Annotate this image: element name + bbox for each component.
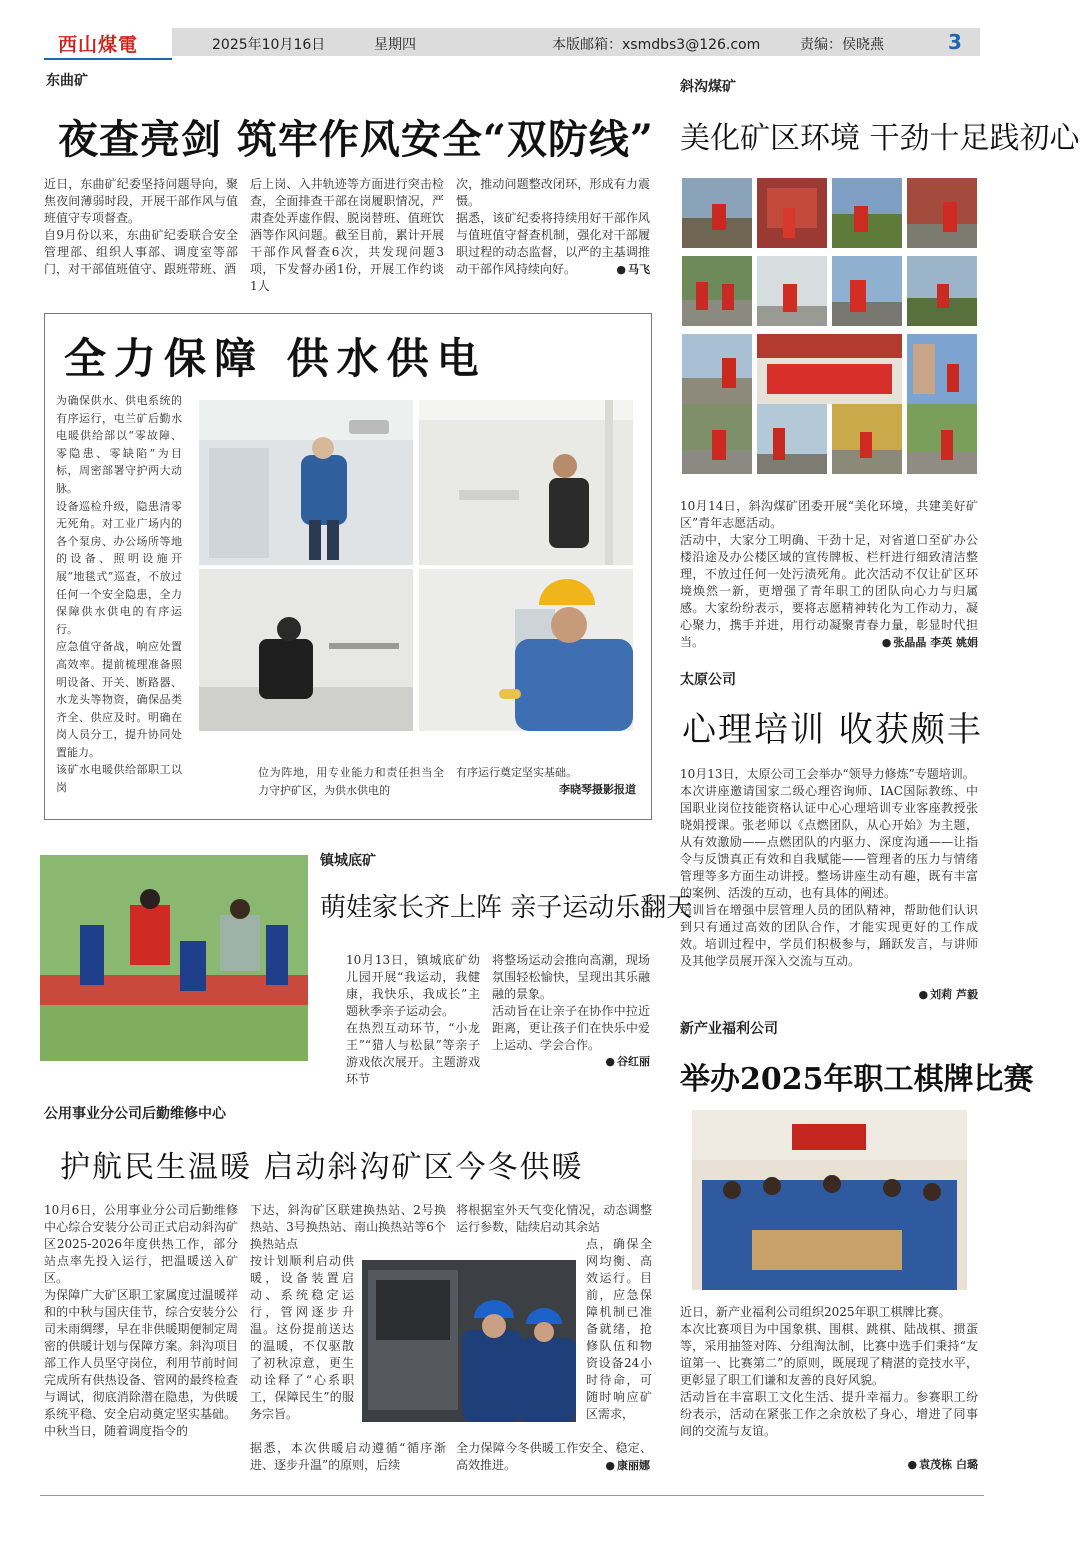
article-gongyong-col3-bottom: 全力保障今冬供暖工作安全、稳定、高效推进。 <box>456 1441 652 1472</box>
volunteer-photo-4 <box>907 178 977 248</box>
byline-zhenchengdi: ● 谷红丽 <box>560 1053 650 1069</box>
volunteer-photo-5 <box>682 256 752 326</box>
article-water-power-col3: 有序运行奠定坚实基础。 <box>456 766 577 779</box>
article-dongqu-col1: 近日，东曲矿纪委坚持问题导向，聚焦夜间薄弱时段，开展干部作风与值班值守专项督查。 自9月份以来，东曲矿纪委联合安全管理部、组织人事部、调度室等部门，对干部值班值守、跟班带班、酒 <box>44 177 238 276</box>
photo-heating-station <box>362 1260 576 1422</box>
volunteer-photo-13 <box>757 404 827 474</box>
section-tag-gongyong: 公用事业分公司后勤维修中心 <box>44 1106 226 1122</box>
photo-chess-competition <box>692 1110 967 1290</box>
page-number: 3 <box>948 30 962 54</box>
volunteer-photo-14 <box>832 404 902 474</box>
byline-xiegou: ● 张晶晶 李英 姚娟 <box>840 634 978 650</box>
volunteer-photo-7 <box>832 256 902 326</box>
article-dongqu-col2: 后上岗、入井轨迹等方面进行突击检查，全面排查干部在岗履职情况，严肃查处弄虚作假、脱岗替班、值班饮酒等作风问题。截至目前，累计开展干部作风督查6次，共发现问题3项，下发督办函1份，开展工作约谈1人 <box>250 177 444 293</box>
logo-rule <box>44 58 172 60</box>
article-xiegou-text: 10月14日，斜沟煤矿团委开展“美化环境，共建美好矿区”青年志愿活动。 活动中，大家分工明确、干劲十足，对省道口至矿办公楼沿途及办公楼区域的宣传牌板、栏杆进行细致清洁整理，不放过任何一处污渍死角。此次活动不仅让矿区环境焕然一新，更增强了青年职工的团队向心力与归属感。大家纷纷表示，要将志愿精神转化为工作动力，凝心聚力，携手并进，用行动凝聚青春力量，彰显时代担当。 <box>680 499 978 649</box>
photo-meter-reading <box>419 569 633 731</box>
byline-xinchanye: ● 袁茂栋 白璐 <box>860 1456 978 1472</box>
article-gongyong-col2-bottom: 据悉，本次供暖启动遵循“循序渐进、逐步升温”的原则，后续 <box>250 1441 446 1472</box>
section-tag-zhenchengdi: 镇城底矿 <box>320 853 376 869</box>
headline-xiegou: 美化矿区环境 干劲十足践初心 <box>680 121 1080 156</box>
volunteer-photo-11 <box>907 334 977 404</box>
article-gongyong-col3-right: 点，确保全网均衡、高效运行。目前，应急保障机制已准备就绪，抢修队伍和物资设备24小时待命，可随时响应矿区需求， <box>586 1237 652 1421</box>
section-tag-xinchanye: 新产业福利公司 <box>680 1021 778 1037</box>
photo-pipe-inspection <box>199 569 413 731</box>
article-zhenchengdi-col1: 10月13日，镇城底矿幼儿园开展“我运动，我健康，我快乐，我成长”主题秋季亲子运动会。 在热烈互动环节，“小龙王”“猎人与松鼠”等亲子游戏依次展开。主题游戏环节 <box>346 953 480 1086</box>
volunteer-photo-2 <box>757 178 827 248</box>
article-water-power-side: 为确保供水、供电系统的有序运行，屯兰矿后勤水电暖供给部以“零故障、零隐患、零缺陷”为目标，周密部署守护两大动脉。 设备巡检升级，隐患清零无死角。对工业广场内的各个泵房、办公场所等地的设备、照明设施开展“地毯式”巡查，不放过任何一个安全隐患，全力保障供水供电的有序运行。 应急值守备战，响应处置高效率。提前梳理准备照明设备、开关、断路器、水龙头等物资，确保品类齐全、供应及时。明确在岗人员分工，提升协同处置能力。 该矿水电暖供给部职工以岗 <box>56 394 182 795</box>
volunteer-photo-1 <box>682 178 752 248</box>
volunteer-photo-8 <box>907 256 977 326</box>
issue-weekday: 星期四 <box>374 37 416 53</box>
section-tag-xiegou: 斜沟煤矿 <box>680 79 736 95</box>
page-editor: 责编：侯晓燕 <box>800 37 884 53</box>
article-gongyong-col2-top: 下达，斜沟矿区联建换热站、2号换热站、3号换热站、南山换热站等6个换热站点 <box>250 1203 446 1251</box>
photo-grid-xiegou <box>682 178 978 478</box>
volunteer-photo-3 <box>832 178 902 248</box>
page-email: 本版邮箱：xsmdbs3@126.com <box>552 37 761 53</box>
headline-zhenchengdi: 萌娃家长齐上阵 亲子运动乐翻天 <box>320 893 693 923</box>
byline-dongqu: ● 马飞 <box>560 261 650 277</box>
headline-gongyong: 护航民生温暖 启动斜沟矿区今冬供暖 <box>60 1150 584 1185</box>
article-dongqu-col3: 次，推动问题整改闭环，形成有力震慑。 据悉，该矿纪委将持续用好干部作风与值班值守督查机制，强化对干部履职过程的动态监督，以严的主基调推动干部作风持续向好。 <box>456 177 650 276</box>
article-xinchanye-text: 近日，新产业福利公司组织2025年职工棋牌比赛。 本次比赛项目为中国象棋、围棋、跳棋、陆战棋、掼蛋等，采用抽签对阵、分组淘汰制，比赛中选手们秉持“友谊第一、比赛第二”的原则，既展现了精湛的竞技水平，更彰显了职工们谦和友善的良好风貌。 活动旨在丰富职工文化生活、提升幸福力。参赛职工纷纷表示，活动在紧张工作之余放松了身心，增进了同事间的交流与友谊。 <box>680 1305 978 1438</box>
article-taiyuan-text: 10月13日，太原公司工会举办“领导力修炼”专题培训。 本次讲座邀请国家二级心理咨询师、IAC国际教练、中国职业岗位技能资格认证中心心理培训专业客座教授张晓娟授课。张老师以《点燃团队，从心开始》为主题，从有效激励——点燃团队的内驱力、深度沟通——让指令与反馈真正有效和自我赋能——管理者的压力与情绪管理等多方面生动讲授。整场讲座生动有趣，既有丰富的案例、活泼的互动，也有具体的阐述。 培训旨在增强中层管理人员的团队精神，帮助他们认识到只有通过高效的团队合作，才能实现更好的工作成效。培训过程中，学员们积极参与，踊跃发言，与讲师及其他学员展开深入交流与互动。 <box>680 767 978 968</box>
article-gongyong-col2-left: 按计划顺利启动供暖，设备装置启动、系统稳定运行，管网逐步升温。这份提前送达的温暖，不仅驱散了初秋凉意，更生动诠释了“心系职工，保障民生”的服务宗旨。 <box>250 1254 354 1421</box>
headline-water-power: 全力保障 供水供电 <box>64 334 487 383</box>
photo-kids-sports <box>40 855 308 1061</box>
article-gongyong-col1: 10月6日，公用事业分公司后勤维修中心综合安装分公司正式启动斜沟矿区2025-2026年度供热工作，部分站点率先投入运行，把温暖送入矿区。 为保障广大矿区职工家属度过温暖祥和的中秋与国庆佳节，综合安装分公司未雨绸缪，早在非供暖期便制定周密的供暖计划与保障方案。斜沟项目部工作人员坚守岗位，利用节前时间完成所有供热设备、管网的最终检查与调试，彻底消除潜在隐患，为供暖系统平稳、安全启动奠定坚实基础。 中秋当日，随着调度指令的 <box>44 1203 238 1438</box>
volunteer-photo-9 <box>682 334 752 404</box>
byline-taiyuan: ● 刘莉 芦毅 <box>860 986 978 1002</box>
section-tag-taiyuan: 太原公司 <box>680 672 736 688</box>
photo-wall-check <box>419 400 633 565</box>
page-bottom-rule <box>40 1495 984 1496</box>
headline-xinchanye: 举办2025年职工棋牌比赛 <box>680 1062 1034 1097</box>
byline-gongyong: ● 康丽娜 <box>560 1457 650 1473</box>
section-tag-dongqu: 东曲矿 <box>46 73 88 89</box>
volunteer-photo-15 <box>907 404 977 474</box>
headline-taiyuan: 心理培训 收获颇丰 <box>682 710 983 750</box>
issue-date: 2025年10月16日 <box>212 37 326 53</box>
headline-dongqu: 夜查亮剑 筑牢作风安全“双防线” <box>58 116 654 163</box>
article-gongyong-col3-top: 将根据室外天气变化情况，动态调整运行参数，陆续启动其余站 <box>456 1203 652 1234</box>
article-water-power-col2: 位为阵地，用专业能力和责任担当全力守护矿区，为供水供电的 <box>258 766 444 797</box>
volunteer-photo-12 <box>682 404 752 474</box>
photo-ceiling-inspection <box>199 400 413 565</box>
newspaper-logo: 西山煤電 <box>58 34 139 56</box>
volunteer-group-photo <box>757 334 902 404</box>
article-zhenchengdi-col2: 将整场运动会推向高潮，现场氛围轻松愉快，呈现出其乐融融的景象。 活动旨在让亲子在协作中拉近距离，更让孩子们在快乐中爱上运动、学会合作。 <box>492 953 650 1052</box>
byline-water-power: 李晓琴摄影报道 <box>559 783 636 796</box>
volunteer-photo-6 <box>757 256 827 326</box>
